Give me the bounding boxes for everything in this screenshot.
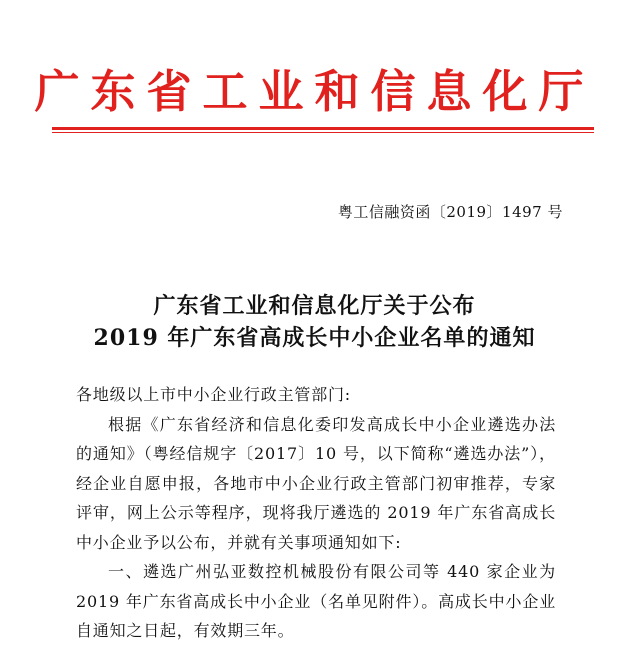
masthead-rule-thin <box>52 132 594 133</box>
document-number: 粤工信融资函〔2019〕1497 号 <box>337 203 563 221</box>
salutation: 各地级以上市中小企业行政主管部门: <box>76 385 351 404</box>
notice-title-line2: 2019 年广东省高成长中小企业名单的通知 <box>93 325 536 351</box>
notice-title-line1: 广东省工业和信息化厅关于公布 <box>153 293 476 319</box>
paragraph-2: 一、遴选广州弘亚数控机械股份有限公司等 440 家企业为 2019 年广东省高成长中小企业（名单见附件）。高成长中小企业自通知之日起，有效期三年。 <box>76 562 556 640</box>
masthead-title: 广东省工业和信息化厅 <box>34 65 595 118</box>
masthead-rule-thick <box>52 127 594 130</box>
notice-body <box>76 380 556 646</box>
paragraph-1: 根据《广东省经济和信息化委印发高成长中小企业遴选办法的通知》（粤经信规字〔2017〕10 号，以下简称“遴选办法”），经企业自愿申报，各地市中小企业行政主管部门初审推荐，专家评审，网上公示等程序，现将我厅遴选的 2019 年广东省高成长中小企业予以公布，并就有关事项通知如下: <box>76 414 556 552</box>
